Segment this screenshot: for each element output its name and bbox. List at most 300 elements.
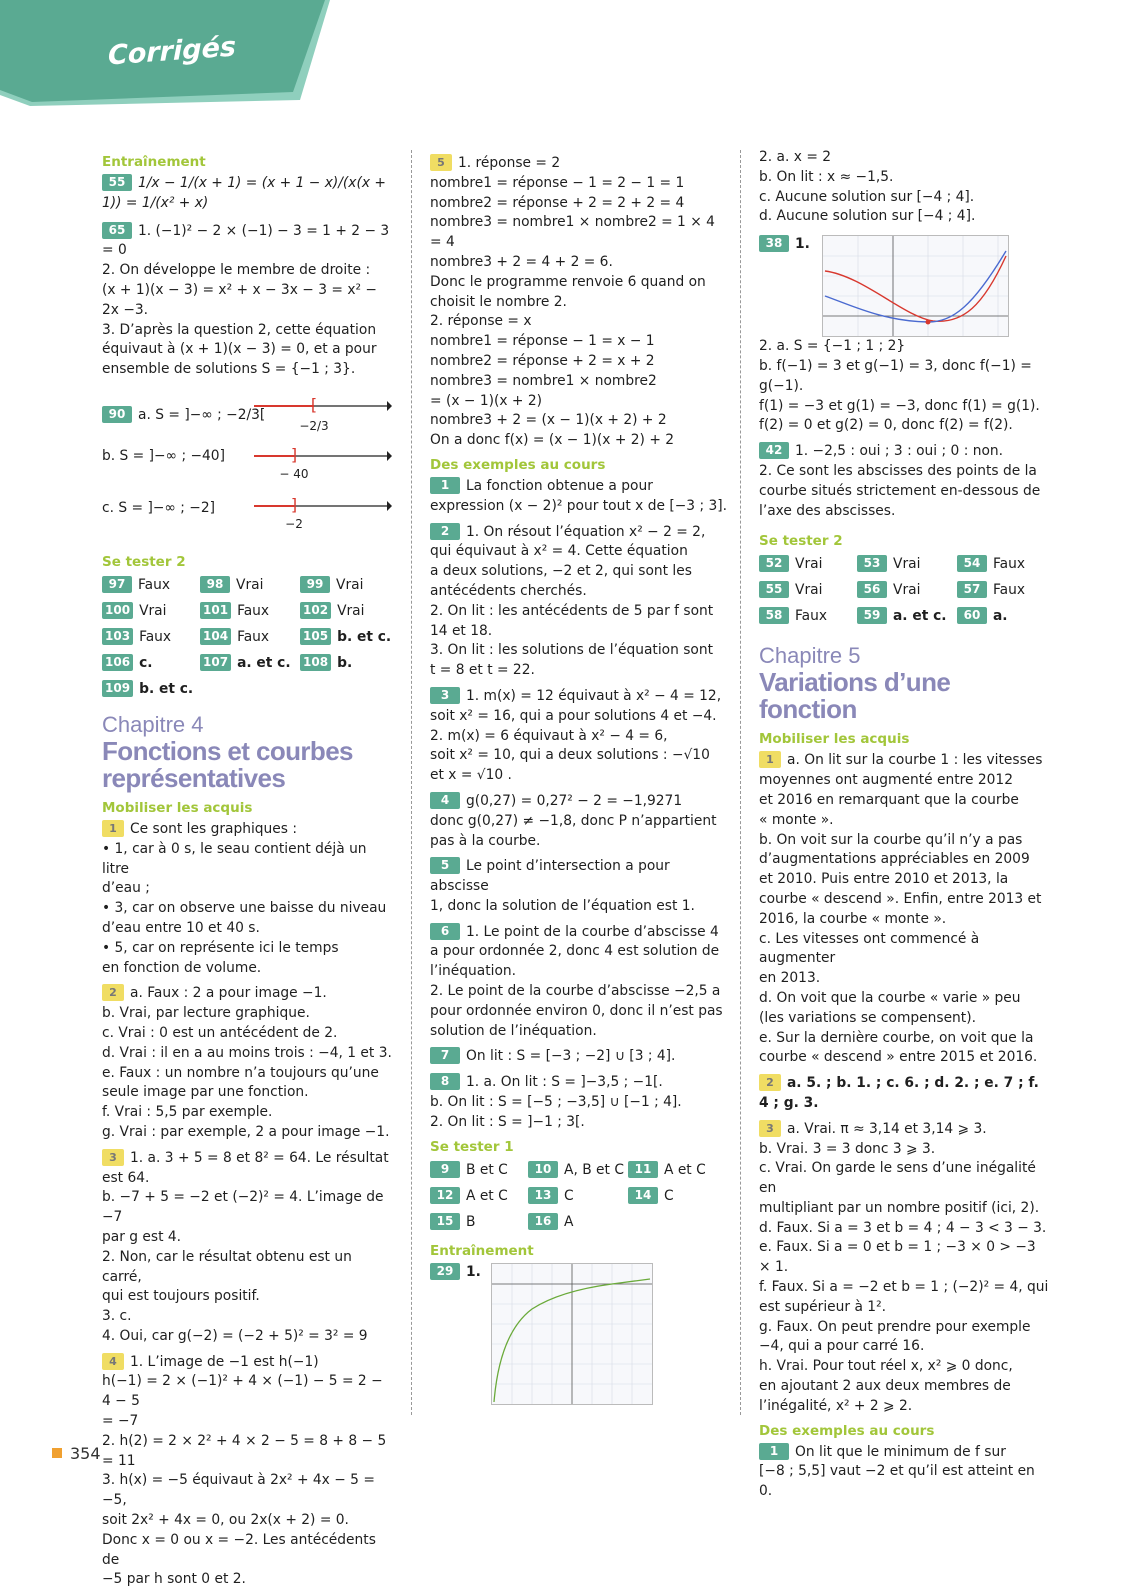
answer [759, 607, 857, 625]
text-line: Vrai [336, 576, 364, 593]
svg-text:[: [ [310, 394, 318, 414]
text-line: g. Faux. On peut prendre pour exemple [759, 1318, 1031, 1335]
exercise-number: 105 [300, 628, 331, 645]
exercise-number: 106 [102, 654, 133, 671]
text-line: moyennes ont augmenté entre 2012 [759, 772, 1013, 789]
answer [430, 1213, 528, 1231]
exercise-number: 101 [200, 602, 231, 619]
line: (x + 1)(x − 3) = x² + x − 3x − 3 = x² − 2x −3. [102, 281, 377, 318]
exercise-number: 55 [759, 581, 789, 598]
text-line: h. Vrai. Pour tout réel x, x² ⩾ 0 donc, [759, 1358, 1013, 1375]
text-line: expression (x − 2)² pour tout x de [−3 ; 3]. [430, 497, 728, 514]
exercise-number: 29 [430, 1263, 460, 1280]
text-line: c. Vrai : 0 est un antécédent de 2. [102, 1024, 338, 1041]
text-line: Faux [993, 556, 1026, 573]
text-line: • 1, car à 0 s, le seau contient déjà un litre [102, 840, 367, 877]
text-line: B et C [466, 1161, 508, 1178]
text-line: 2. Le point de la courbe d’abscisse −2,5 a [430, 983, 721, 1000]
text-line: 3. c. [102, 1308, 132, 1325]
svg-text:]: ] [290, 495, 298, 514]
text-line: e. Sur la dernière courbe, on voit que la [759, 1029, 1034, 1046]
text-line: pour ordonnée environ 0, donc il n’est pas [430, 1002, 723, 1019]
text-line: en 2013. [759, 970, 821, 987]
exercise-number: 57 [957, 581, 987, 598]
text-line: 2. Non, car le résultat obtenu est un carré, [102, 1248, 352, 1285]
text-line: −4, qui a pour carré 16. [759, 1338, 925, 1355]
text-line: Faux [237, 628, 270, 645]
text-line: g(0,27) = 0,27² − 2 = −1,9271 [466, 792, 683, 809]
text-line: A, B et C [564, 1161, 624, 1178]
text-line: g. Vrai : par exemple, 2 a pour image −1. [102, 1123, 390, 1140]
answer [759, 555, 857, 573]
answer [102, 576, 200, 594]
exercise-90b [102, 444, 392, 496]
answer [102, 628, 200, 646]
text-line: en ajoutant 2 aux deux membres de [759, 1378, 1011, 1395]
cours-7 [430, 1047, 730, 1067]
text-line: a. Vrai. π ≈ 3,14 et 3,14 ⩾ 3. [787, 1120, 987, 1137]
text-line: est 64. [102, 1169, 150, 1186]
number-line [252, 444, 392, 484]
exercise-number: 58 [759, 607, 789, 624]
exercise-number: 104 [200, 628, 231, 645]
exercise-number: 3 [430, 687, 460, 704]
exercise-55 [102, 174, 392, 214]
answer [628, 1161, 718, 1179]
column-1 [102, 148, 392, 1596]
exercise-number: 42 [759, 442, 789, 459]
answer [430, 1187, 528, 1205]
text-line: 3. h(x) = −5 équivaut à 2x² + 4x − 5 = −5, [102, 1472, 375, 1509]
mob-1 [102, 820, 392, 978]
text-line: 1. [795, 236, 810, 253]
text-line: • 3, car on observe une baisse du niveau [102, 900, 387, 917]
mob-4 [102, 1353, 392, 1591]
chapter-label: Chapitre 4 [102, 711, 204, 737]
text-line: d’eau entre 10 et 40 s. [102, 919, 260, 936]
exercise-number: 2 [759, 1074, 781, 1091]
text-line: f. Faux. Si a = −2 et b = 1 ; (−2)² = 4, qui [759, 1279, 1049, 1296]
text-line: b. On lit : S = [−5 ; −3,5] ∪ [−1 ; 4]. [430, 1094, 682, 1111]
text-line: d. Aucune solution sur [−4 ; 4]. [759, 208, 976, 225]
chapter-title: Fonctions et courbes représentatives [102, 735, 353, 793]
exercise-number: 107 [200, 654, 231, 671]
text-line: c. Les vitesses ont commencé à augmenter [759, 930, 980, 967]
section-heading: Se tester 2 [102, 553, 186, 570]
exercise-number: 4 [102, 1353, 124, 1370]
text-line: Faux [138, 576, 171, 593]
text-line: d. On voit que la courbe « varie » peu [759, 989, 1021, 1006]
answer [857, 555, 957, 573]
line: 2. On développe le membre de droite : [102, 262, 371, 279]
text-line: = −7 [102, 1413, 139, 1430]
exercise-29 [430, 1263, 730, 1405]
mob-2 [102, 984, 392, 1142]
answer [200, 602, 300, 620]
exercise-number: 6 [430, 923, 460, 940]
text-line: Vrai [139, 602, 167, 619]
text-line: soit x² = 10, qui a deux solutions : −√10 [430, 747, 710, 764]
answer [300, 576, 390, 594]
text-line: C [664, 1187, 674, 1204]
text-line: a. [993, 608, 1008, 625]
section-heading: Entraînement [102, 154, 206, 170]
text-line: b. f(−1) = 3 et g(−1) = 3, donc f(−1) = g(−1). [759, 357, 1032, 394]
answers-grid [102, 576, 392, 698]
text-line: a. On lit sur la courbe 1 : les vitesses [787, 752, 1043, 769]
text-line: = (x − 1)(x + 2) [430, 392, 543, 409]
text-line: b. −7 + 5 = −2 et (−2)² = 4. L’image de −7 [102, 1189, 384, 1226]
exercise-number: 3 [102, 1149, 124, 1166]
cours-5 [430, 857, 730, 916]
text-line: 2. a. S = {−1 ; 1 ; 2} [759, 338, 906, 355]
text-line: l’inéquation. [430, 963, 517, 980]
mob-2 [759, 1074, 1049, 1114]
text-line: a pour ordonnée 2, donc 4 est solution de [430, 943, 720, 960]
answer [300, 628, 390, 646]
cours-1 [759, 1443, 1049, 1502]
text-line: h(−1) = 2 × (−1)² + 4 × (−1) − 5 = 2 − 4 − 5 [102, 1373, 383, 1410]
exercise-number: 98 [200, 576, 230, 593]
text-line: b. On voit sur la courbe qu’il n’y a pas [759, 831, 1023, 848]
text-line: nombre3 = nombre1 × nombre2 = 1 × 4 = 4 [430, 214, 715, 251]
text-line: 1. Le point de la courbe d’abscisse 4 [466, 923, 719, 940]
text-line: e. Faux : un nombre n’a toujours qu’une [102, 1064, 379, 1081]
exercise-38 [759, 235, 1049, 436]
answer [628, 1187, 718, 1205]
column-3 [759, 148, 1049, 1508]
text-line: a. 5. ; b. 1. ; c. 6. ; d. 2. ; e. 7 ; f. 4 ; g. 3. [759, 1075, 1039, 1111]
exercise-number: 7 [430, 1047, 460, 1064]
text-line: 1. m(x) = 12 équivaut à x² − 4 = 12, [466, 687, 722, 704]
text-line: b. [337, 654, 353, 671]
text-line: 2016, la courbe « monte ». [759, 910, 947, 927]
text-line: On lit que le minimum de f sur [795, 1443, 1006, 1460]
tick-label: −2 [285, 516, 303, 531]
text-line: Faux [139, 628, 172, 645]
exercise-number: 60 [957, 607, 987, 624]
exercise-90a [102, 392, 392, 444]
text-line: A [564, 1213, 574, 1230]
chapter-title: Variations d’une fonction [759, 667, 951, 725]
page-marker-icon [52, 1448, 62, 1458]
text-line: Faux [993, 582, 1026, 599]
line: c. S = ]−∞ ; −2] [102, 499, 216, 516]
exercise-number: 38 [759, 235, 789, 252]
text-line: a. et c. [237, 654, 291, 671]
text-line: Vrai [893, 556, 921, 573]
text-line: a. et c. [893, 608, 947, 625]
text-line: choisit le nombre 2. [430, 293, 567, 310]
exercise-number: 1 [430, 477, 460, 494]
exercise-number: 16 [528, 1213, 558, 1230]
answers-grid [430, 1161, 730, 1231]
mob-1 [759, 751, 1049, 1068]
cours-1 [430, 477, 730, 517]
text-line: c. Aucune solution sur [−4 ; 4]. [759, 188, 975, 205]
text-line: d’augmentations appréciables en 2009 [759, 851, 1030, 868]
line: ensemble de solutions S = {−1 ; 3}. [102, 361, 356, 378]
page-number [52, 1444, 101, 1463]
text-line: Le point d’intersection a pour abscisse [430, 858, 670, 895]
text-line: b. Vrai, par lecture graphique. [102, 1005, 310, 1022]
exercise-number: 97 [102, 576, 132, 593]
text-line: nombre3 + 2 = (x − 1)(x + 2) + 2 [430, 412, 667, 429]
text-line: 1. a. 3 + 5 = 8 et 8² = 64. Le résultat [130, 1149, 389, 1166]
text-line: 14 et 18. [430, 622, 493, 639]
text-line: t = 8 et t = 22. [430, 662, 535, 679]
text-line: A et C [466, 1187, 508, 1204]
text-line: 4. Oui, car g(−2) = (−2 + 5)² = 3² = 9 [102, 1327, 368, 1344]
text-line: qui équivaut à x² = 4. Cette équation [430, 543, 688, 560]
text-line: Donc le programme renvoie 6 quand on [430, 273, 706, 290]
section-heading: Se tester 2 [759, 533, 843, 550]
text-line: en fonction de volume. [102, 959, 262, 976]
text-line: B [466, 1213, 476, 1230]
section-heading: Entraînement [430, 1242, 534, 1259]
text-line: • 5, car on représente ici le temps [102, 939, 339, 956]
line: 1. (−1)² − 2 × (−1) − 3 = 1 + 2 − 3 = 0 [102, 222, 390, 259]
cours-6 [430, 923, 730, 1042]
text-line: 2. Ce sont les abscisses des points de la [759, 462, 1037, 479]
exercise-number: 65 [102, 222, 132, 239]
text-line: 2. a. x = 2 [759, 149, 832, 165]
exercise-number: 5 [430, 154, 452, 171]
answer [200, 654, 300, 672]
text-line: a. Faux : 2 a pour image −1. [130, 985, 327, 1002]
text-line: d. Vrai : il en a au moins trois : −4, 1 et 3. [102, 1044, 392, 1061]
answer [857, 581, 957, 599]
text-line: pas à la courbe. [430, 832, 541, 849]
answer [857, 607, 957, 625]
text-line: soit x² = 16, qui a pour solutions 4 et −4. [430, 707, 717, 724]
text-line: [−8 ; 5,5] vaut −2 et qu’il est atteint en 0. [759, 1463, 1035, 1500]
text-line: est supérieur à 1². [759, 1298, 886, 1315]
text-line: d. Faux. Si a = 3 et b = 4 ; 4 − 3 < 3 − 3. [759, 1219, 1047, 1236]
text-line: Vrai [795, 556, 823, 573]
exercise-number: 4 [430, 792, 460, 809]
text-line: b. Vrai. 3 = 3 donc 3 ⩾ 3. [759, 1140, 936, 1157]
svg-text:]: ] [290, 444, 298, 464]
mob-3 [102, 1149, 392, 1347]
text-line: f. Vrai : 5,5 par exemple. [102, 1104, 273, 1121]
answer [528, 1187, 628, 1205]
text-line: Vrai [236, 576, 264, 593]
number-line [252, 496, 392, 536]
line: b. S = ]−∞ ; −40] [102, 447, 225, 464]
exercise-top [759, 148, 1049, 227]
exercise-number: 59 [857, 607, 887, 624]
exercise-65 [102, 222, 392, 380]
text-line: Vrai [337, 602, 365, 619]
text-line: nombre2 = réponse + 2 = x + 2 [430, 352, 655, 369]
exercise-number: 9 [430, 1161, 460, 1178]
text-line: 1. L’image de −1 est h(−1) [130, 1353, 319, 1370]
answer [759, 581, 857, 599]
text-line: −5 par h sont 0 et 2. [102, 1571, 246, 1588]
answer [102, 602, 200, 620]
text-line: b. et c. [337, 628, 392, 645]
line: équivaut à (x + 1)(x − 3) = 0, et a pour [102, 341, 377, 358]
text-line: 1, donc la solution de l’équation est 1. [430, 897, 695, 914]
text-line: Faux [237, 602, 270, 619]
exercise-number: 2 [102, 984, 124, 1001]
answer [200, 576, 300, 594]
text-line: et x = √10 . [430, 767, 512, 784]
text-line: par g est 4. [102, 1228, 182, 1245]
exercise-number: 10 [528, 1161, 558, 1178]
text-line: 2. On lit : S = ]−1 ; 3[. [430, 1113, 585, 1130]
text-line: b. et c. [139, 680, 194, 697]
exercise-number: 8 [430, 1073, 460, 1090]
exercise-number: 54 [957, 555, 987, 572]
text-line: La fonction obtenue a pour [466, 477, 653, 494]
column-divider [411, 150, 412, 1415]
answer [957, 607, 1047, 625]
column-2 [430, 148, 730, 1411]
text-line: soit 2x² + 4x = 0, ou 2x(x + 2) = 0. [102, 1512, 349, 1529]
text-line: et 2016 en remarquant que la courbe [759, 791, 1019, 808]
text-line: nombre2 = réponse + 2 = 2 + 2 = 4 [430, 194, 685, 211]
banner-title: Corrigés [108, 31, 236, 72]
section-heading: Mobiliser les acquis [102, 799, 253, 816]
text-line: Donc x = 0 ou x = −2. Les antécédents de [102, 1531, 376, 1568]
line: 3. D’après la question 2, cette équation [102, 321, 377, 338]
text-line: 2. m(x) = 6 équivaut à x² − 4 = 6, [430, 727, 668, 744]
answer [102, 680, 200, 698]
answer [528, 1161, 628, 1179]
section-heading: Des exemples au cours [759, 1422, 935, 1439]
text-line: courbe situés strictement en-dessous de [759, 482, 1041, 499]
section-heading: Se tester 1 [430, 1138, 514, 1155]
text-line: l’axe des abscisses. [759, 502, 896, 519]
text-line: nombre1 = réponse − 1 = x − 1 [430, 333, 655, 350]
exercise-42 [759, 442, 1049, 521]
text-line: 1. a. On lit : S = ]−3,5 ; −1[. [466, 1074, 663, 1091]
text-line: On a donc f(x) = (x − 1)(x + 2) + 2 [430, 432, 675, 449]
number-line [252, 392, 392, 444]
text-line: 3. On lit : les solutions de l’équation sont [430, 642, 714, 659]
exercise-number: 56 [857, 581, 887, 598]
cours-8 [430, 1073, 730, 1132]
exercise-90c [102, 496, 392, 548]
text-line: 2. On lit : les antécédents de 5 par f sont [430, 602, 714, 619]
text-line: courbe « descend » entre 2015 et 2016. [759, 1049, 1038, 1066]
text-line: Faux [795, 608, 828, 625]
chapter-label: Chapitre 5 [759, 643, 861, 669]
text-line: Vrai [795, 582, 823, 599]
exercise-number: 102 [300, 602, 331, 619]
text-line: nombre3 = nombre1 × nombre2 [430, 372, 657, 389]
text-line: Ce sont les graphiques : [130, 820, 298, 837]
text-line: f(1) = −3 et g(1) = −3, donc f(1) = g(1). [759, 397, 1040, 414]
text-line: Vrai [893, 582, 921, 599]
text-line: 1. On résout l’équation x² − 2 = 2, [466, 523, 706, 540]
exercise-number: 1 [759, 1443, 789, 1460]
text-line: 2. h(2) = 2 × 2² + 4 × 2 − 5 = 8 + 8 − 5 = 11 [102, 1432, 387, 1469]
cours-4 [430, 792, 730, 851]
mob-3 [759, 1120, 1049, 1417]
exercise-number: 108 [300, 654, 331, 671]
text-line: C [564, 1187, 574, 1204]
text-line: On lit : S = [−3 ; −2] ∪ [3 ; 4]. [466, 1048, 676, 1065]
text-line: nombre3 + 2 = 4 + 2 = 6. [430, 253, 613, 270]
exercise-number: 3 [759, 1120, 781, 1137]
exercise-number: 55 [102, 174, 132, 191]
text-line: 1. [466, 1263, 481, 1280]
exercise-number: 2 [430, 523, 460, 540]
text-line: l’inégalité, x² + 2 ⩾ 2. [759, 1397, 913, 1414]
answer [300, 654, 390, 672]
text-line: antécédents cherchés. [430, 582, 587, 599]
exercise-number: 15 [430, 1213, 460, 1230]
text-line: 1. −2,5 : oui ; 3 : oui ; 0 : non. [795, 443, 1004, 460]
answers-grid [759, 555, 1049, 625]
cours-3 [430, 687, 730, 786]
exercise-number: 1 [102, 820, 124, 837]
exercise-number: 109 [102, 680, 133, 697]
answer [430, 1161, 528, 1179]
text-line: f(2) = 0 et g(2) = 0, donc f(2) = f(2). [759, 417, 1013, 434]
exercise-number: 5 [430, 857, 460, 874]
section-heading: Mobiliser les acquis [759, 731, 910, 748]
cours-2 [430, 523, 730, 681]
text-line: qui est toujours positif. [102, 1288, 260, 1305]
exercise-number: 11 [628, 1161, 658, 1178]
answer [957, 555, 1047, 573]
exercise-text: 1/x − 1/(x + 1) = (x + 1 − x)/(x(x + 1)) = 1/(x² + x) [102, 175, 386, 211]
text-line: A et C [664, 1161, 706, 1178]
exercise-number: 99 [300, 576, 330, 593]
exercise-number: 13 [528, 1187, 558, 1204]
line: a. S = ]−∞ ; −2/3[ [138, 406, 266, 423]
text-line: « monte ». [759, 811, 834, 828]
answer [200, 628, 300, 646]
answer [102, 654, 200, 672]
text-line: a deux solutions, −2 et 2, qui sont les [430, 563, 692, 580]
tick-label: −2/3 [299, 418, 329, 433]
section-heading: Des exemples au cours [430, 456, 606, 473]
text-line: et 2010. Puis entre 2010 et 2013, la [759, 871, 1009, 888]
text-line: courbe « descend ». Enfin, entre 2013 et [759, 890, 1042, 907]
text-line: seule image par une fonction. [102, 1084, 309, 1101]
text-line: (les variations se compensent). [759, 1009, 976, 1026]
text-line: solution de l’inéquation. [430, 1022, 597, 1039]
exercise-number: 14 [628, 1187, 658, 1204]
exercise-number: 100 [102, 602, 133, 619]
exercise-number: 90 [102, 406, 132, 423]
text-line: c. Vrai. On garde le sens d’une inégalité en [759, 1160, 1036, 1197]
answer [300, 602, 390, 620]
text-line: nombre1 = réponse − 1 = 2 − 1 = 1 [430, 174, 685, 191]
exercise-5 [430, 154, 730, 451]
exercise-number: 103 [102, 628, 133, 645]
text-line: 2. réponse = x [430, 313, 532, 330]
exercise-number: 53 [857, 555, 887, 572]
text-line: multipliant par un nombre positif (ici, 2). [759, 1199, 1040, 1216]
text-line: 1. réponse = 2 [458, 155, 561, 171]
text-line: b. On lit : x ≈ −1,5. [759, 168, 894, 185]
exercise-number: 52 [759, 555, 789, 572]
exercise-number: 1 [759, 751, 781, 768]
text-line: c. [139, 654, 153, 671]
answer [528, 1213, 628, 1231]
answer [957, 581, 1047, 599]
exercise-number: 12 [430, 1187, 460, 1204]
column-divider [740, 150, 741, 1415]
tick-label: − 40 [279, 466, 309, 481]
text-line: donc g(0,27) ≠ −1,8, donc P n’appartient [430, 812, 717, 829]
